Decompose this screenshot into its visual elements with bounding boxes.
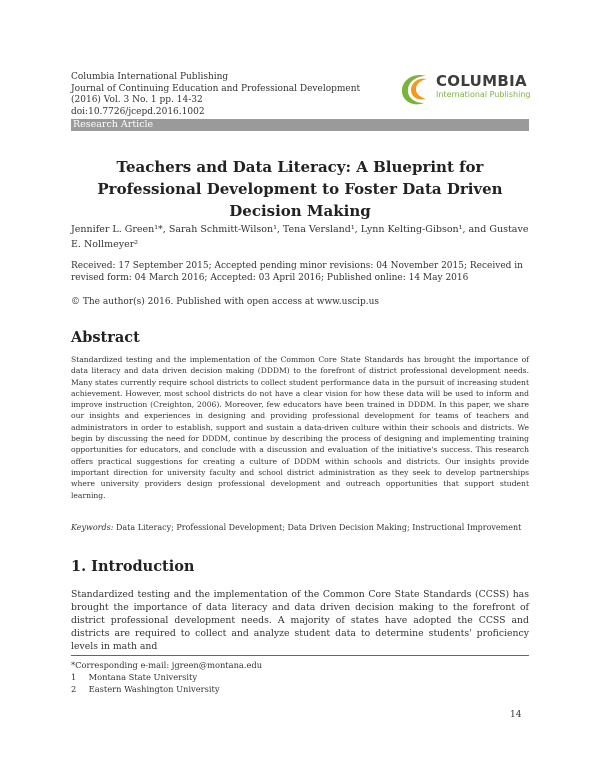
paper-title: Teachers and Data Literacy: A Blueprint for Professional Development to Foster Data Driven Decision Making (97, 158, 503, 220)
footnote-item (71, 683, 529, 695)
introduction-text: Standardized testing and the implementation of the Common Core State Standards (CCSS) has brought the importance of data literacy and data driven decision making to the forefront of district professional development needs. A majority of states have adopted the CCSS and districts are required to collect and analyze student data to determine students' proficiency levels in math and (71, 589, 529, 652)
publication-info (71, 72, 401, 118)
publisher-name: Columbia International Publishing (71, 72, 229, 82)
page-number: 14 (510, 710, 522, 720)
footnotes (71, 659, 529, 695)
corresponding-email: *Corresponding e-mail: jgreen@montana.edu (71, 660, 263, 670)
keywords-label: Keywords: (71, 523, 114, 532)
abstract-heading: Abstract (71, 329, 140, 346)
author-list: Jennifer L. Green¹*, Sarah Schmitt-Wilson¹, Tena Versland¹, Lynn Kelting-Gibson¹, and Gustave E. Nollmeyer² (71, 224, 529, 250)
publication-dates: Received: 17 September 2015; Accepted pending minor revisions: 04 November 2015; Received in revised form: 04 March 2016; Accepted: 03 April 2016; Published online: 14 May 2016 (71, 261, 523, 283)
keywords (71, 522, 529, 534)
volume-info: (2016) Vol. 3 No. 1 pp. 14-32 (71, 95, 203, 105)
journal-name: Journal of Continuing Education and Professional Development (71, 83, 361, 94)
abstract-text: Standardized testing and the implementation of the Common Core State Standards has brought the importance of data literacy and data driven decision making (DDDM) to the forefront of district professional development needs. Many states currently require school districts to collect student performance data in the pursuit of increasing student achievement. However, most school districts do not have a clear vision for how these data will be used to inform and improve instruction (Creighton, 2006). Moreover, few educators have been trained in DDDM. In this paper, we share our insights and experiences in designing and providing professional development for teams of teachers and administrators in order to establish, support and sustain a data-driven culture within their schools and districts. We begin by discussing the need for DDDM, continue by describing the process of designing and implementing training opportunities for educators, and conclude with a discussion and evaluation of the initiative's success. This research offers practical suggestions for creating a culture of DDDM within schools and districts. Our insights provide important direction for university faculty and school district administration as they seek to develop partnerships where university providers design professional development and outreach opportunities that support student learning. (71, 355, 529, 500)
columbia-logo-icon (396, 70, 434, 108)
keywords-text: Data Literacy; Professional Development; Data Driven Decision Making; Instructional Improvement (115, 523, 522, 532)
logo-name: COLUMBIA (436, 72, 527, 90)
logo-subtitle: International Publishing (436, 90, 531, 99)
columbia-logo (396, 70, 536, 110)
footnote-item (71, 671, 529, 683)
copyright-notice: © The author(s) 2016. Published with open access at www.uscip.us (71, 297, 380, 307)
doi: doi:10.7726/jcepd.2016.1002 (71, 106, 205, 117)
introduction-heading: 1. Introduction (71, 558, 195, 575)
section-label: Research Article (73, 119, 154, 130)
footnote-number: 1 (71, 672, 77, 682)
footnote-divider (71, 655, 529, 656)
footnote-text: Eastern Washington University (88, 684, 220, 694)
footnote-text: Montana State University (88, 672, 198, 682)
footnote-number: 2 (71, 684, 77, 694)
section-bar (71, 119, 529, 131)
